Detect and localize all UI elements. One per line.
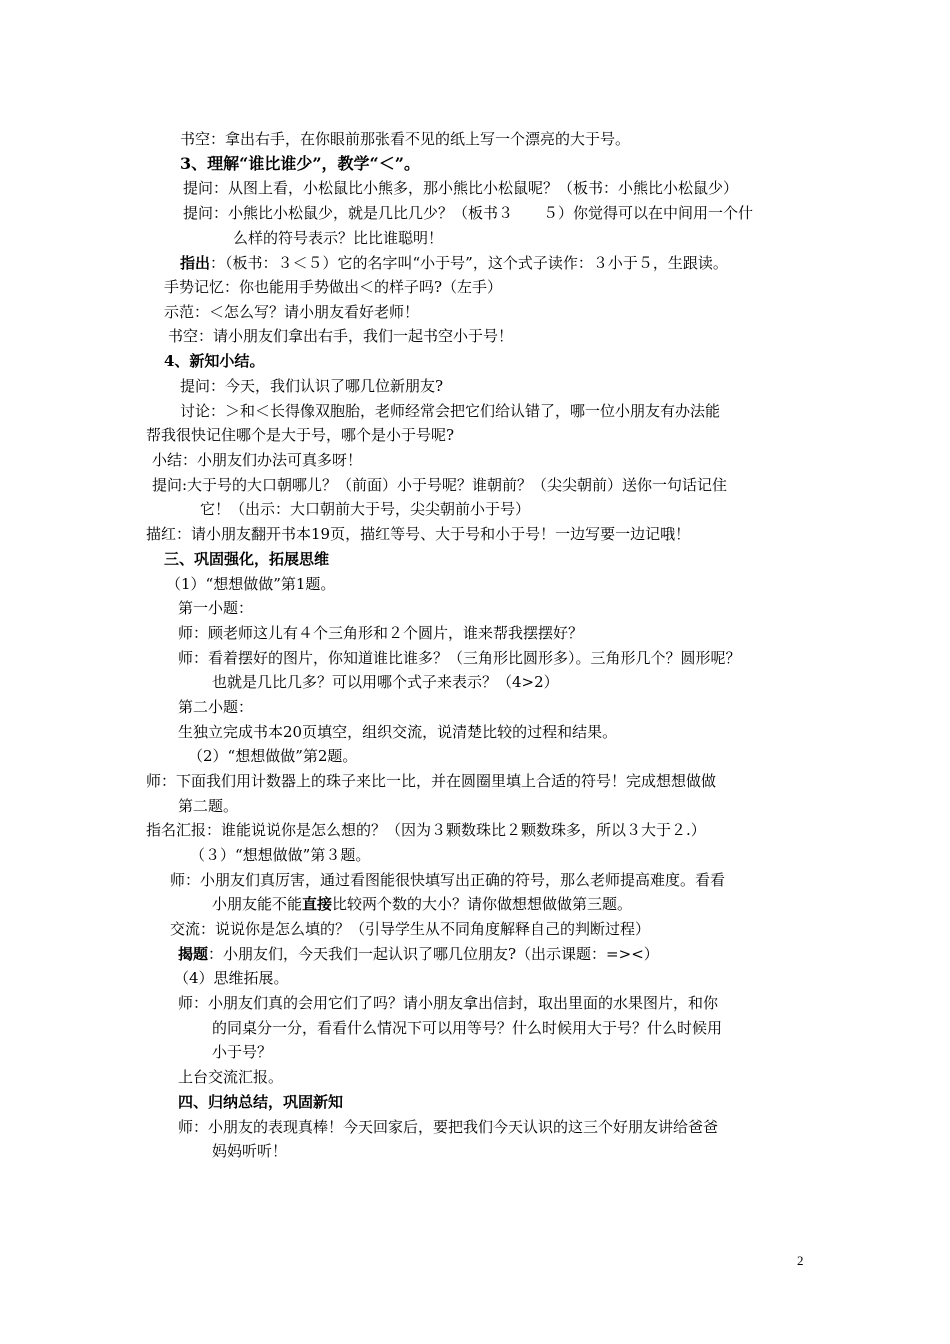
text-line: 它！（出示：大口朝前大于号，尖尖朝前小于号）: [200, 500, 531, 518]
text-line: 上台交流汇报。: [178, 1068, 284, 1086]
text-line: 小朋友能不能直接比较两个数的大小？请你做想想做做第三题。: [212, 895, 633, 913]
text-line: 指出：（板书：３＜５）它的名字叫“小于号”，这个式子读作：３小于５，生跟读。: [180, 254, 728, 272]
text-line: 提问：今天，我们认识了哪几位新朋友?: [180, 377, 444, 395]
text-line: （1）“想想做做”第1题。: [166, 575, 336, 593]
text-line: 指名汇报：谁能说说你是怎么想的？（因为３颗数珠比２颗数珠多，所以３大于２.）: [146, 821, 706, 839]
section-heading: 三、巩固强化，拓展思维: [164, 550, 330, 568]
text-line: 妈妈听听！: [212, 1142, 288, 1160]
text-line: 讨论：＞和＜长得像双胞胎，老师经常会把它们给认错了，哪一位小朋友有办法能: [180, 402, 721, 420]
text-line: 师：下面我们用计数器上的珠子来比一比，并在圆圈里填上合适的符号！完成想想做做: [146, 772, 717, 790]
text-line: 提问：小熊比小松鼠少，就是几比几少？（板书３ ５）你觉得可以在中间用一个什: [183, 204, 754, 222]
text-line: 师：小朋友们真厉害，通过看图能很快填写出正确的符号，那么老师提高难度。看看: [170, 871, 726, 889]
text-line: 师：小朋友们真的会用它们了吗？请小朋友拿出信封，取出里面的水果图片，和你: [178, 994, 719, 1012]
text-line: （３）“想想做做”第３题。: [190, 846, 371, 864]
text-line: 揭题：小朋友们，今天我们一起认识了哪几位朋友?（出示课题：=><）: [178, 945, 659, 963]
text-line: 提问：从图上看，小松鼠比小熊多，那小熊比小松鼠呢？（板书：小熊比小松鼠少）: [183, 179, 739, 197]
text-line: （2）“想想做做”第2题。: [188, 747, 358, 765]
text-line: 么样的符号表示？比比谁聪明！: [233, 229, 444, 247]
text-line: 的同桌分一分，看看什么情况下可以用等号？什么时候用大于号？什么时候用: [212, 1019, 723, 1037]
text-line: 帮我很快记住哪个是大于号，哪个是小于号呢?: [146, 426, 455, 444]
page-number: 2: [797, 1253, 804, 1268]
section-heading: 3、理解“谁比谁少”，教学“＜”。: [180, 154, 420, 173]
text-line: 小结：小朋友们办法可真多呀！: [152, 451, 363, 469]
text-line: 师：看着摆好的图片，你知道谁比谁多？（三角形比圆形多）。三角形几个？圆形呢？: [178, 649, 741, 667]
text-line: 提问:大于号的大口朝哪儿？（前面）小于号呢？谁朝前？（尖尖朝前）送你一句话记住: [152, 476, 728, 494]
text-line: 第二题。: [178, 797, 239, 815]
text-line: 第一小题：: [178, 599, 254, 617]
text-line: 交流：说说你是怎么填的？（引导学生从不同角度解释自己的判断过程）: [170, 920, 651, 938]
text-line: 师：小朋友的表现真棒！今天回家后，要把我们今天认识的这三个好朋友讲给爸爸: [178, 1118, 719, 1136]
text-line: 师：顾老师这儿有４个三角形和２个圆片，谁来帮我摆摆好？: [178, 624, 584, 642]
text-line: 描红：请小朋友翻开书本19页，描红等号、大于号和小于号！一边写要一边记哦！: [146, 525, 691, 543]
text-line: 书空：拿出右手，在你眼前那张看不见的纸上写一个漂亮的大于号。: [180, 130, 631, 148]
section-heading: 四、归纳总结，巩固新知: [178, 1093, 344, 1111]
text-line: （4）思维拓展。: [174, 969, 289, 987]
text-line: 第二小题：: [178, 698, 254, 716]
text-line: 手势记忆：你也能用手势做出＜的样子吗?（左手）: [164, 278, 503, 296]
text-line: 书空：请小朋友们拿出右手，我们一起书空小于号！: [168, 327, 514, 345]
text-line: 生独立完成书本20页填空，组织交流，说清楚比较的过程和结果。: [178, 723, 618, 741]
text-line: 小于号？: [212, 1043, 273, 1061]
text-line: 也就是几比几多？可以用哪个式子来表示？（4>2）: [212, 673, 559, 691]
section-heading: 4、新知小结。: [164, 352, 265, 370]
text-line: 示范：＜怎么写？请小朋友看好老师！: [164, 303, 420, 321]
